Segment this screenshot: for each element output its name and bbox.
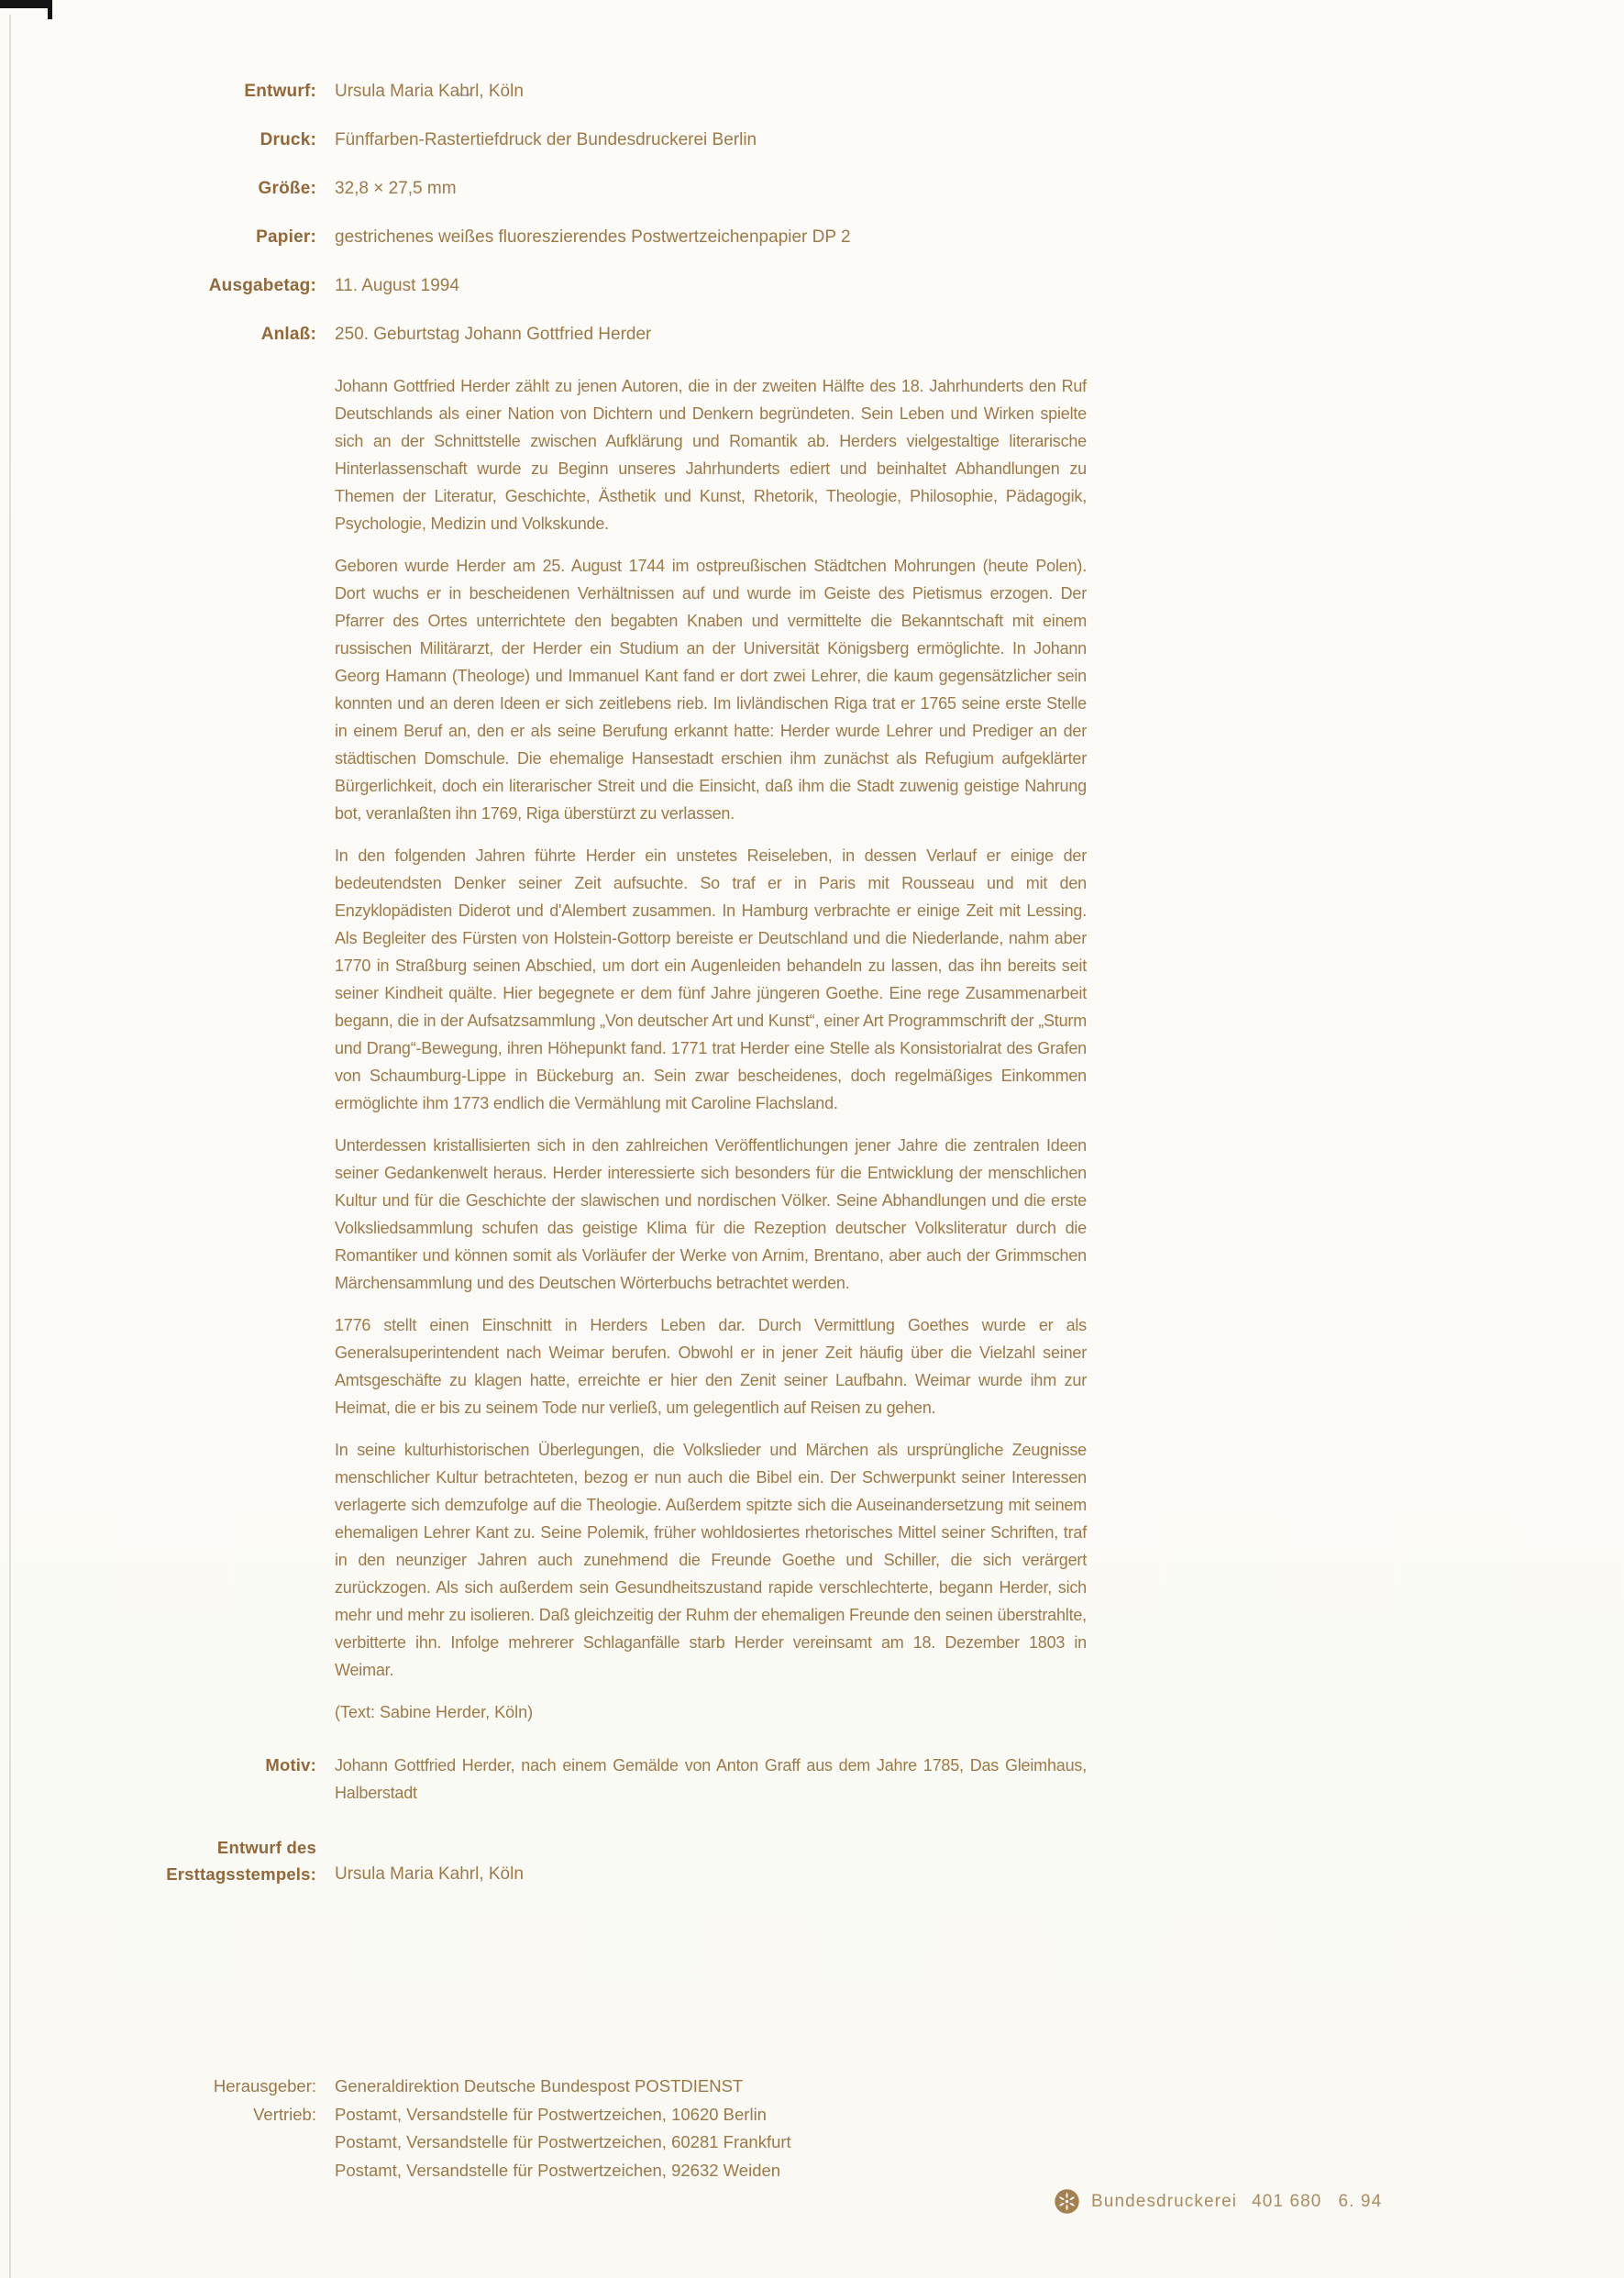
distribution-line: Postamt, Versandstelle für Postwertzeichen, 92632 Weiden [335,2160,781,2180]
publisher-label: Herausgeber: [213,2076,316,2096]
distribution-line: Postamt, Versandstelle für Postwertzeichen, 60281 Frankfurt [335,2132,791,2151]
footer-print-edition: 6. 94 [1338,2191,1383,2211]
field-value-groesse: 32,8 × 27,5 mm [335,179,457,198]
distribution-row [0,2101,1110,2185]
motiv-value: Johann Gottfried Herder, nach einem Gemälde von Anton Graff aus dem Jahre 1785, Das Gleimhaus, Halberstadt [335,1756,1087,1802]
stamp-design-value: Ursula Maria Kahrl, Köln [335,1864,524,1884]
field-row-papier [0,227,1110,248]
stamp-design-label-line1: Entwurf des [216,1838,316,1857]
body-paragraph-5: 1776 stellt einen Einschnitt in Herders Leben dar. Durch Vermittlung Goethes wurde er als Generalsuperintendent nach Weimar berufen. Obwohl er in jener Zeit häufig über die Vielzahl seiner Amtsgeschäfte zu klagen hatte, erreichte er hier den Zenit seiner Laufbahn. Weimar wurde ihm zur Heimat, die er bis zu seinem Tode nur verließ, um gelegentlich auf Reisen zu gehen. [335,1316,1087,1417]
field-label-papier: Papier: [256,227,316,247]
field-value-druck: Fünffarben-Rastertiefdruck der Bundesdruckerei Berlin [335,130,757,149]
body-paragraph-1: Johann Gottfried Herder zählt zu jenen Autoren, die in der zweiten Hälfte des 18. Jahrhunderts den Ruf Deutschlands als einer Nation von Dichtern und Denkern begründeten. Sein Leben und Wirken spielte sich an der Schnittstelle zwischen Aufklärung und Romantik ab. Herders vielgestaltige literarische Hinterlassenschaft wurde zu Beginn unseres Jahrhunderts ediert und beinhaltet Abhandlungen zu Themen der Literatur, Geschichte, Ästhetik und Kunst, Rhetorik, Theologie, Philosophie, Pädagogik, Psychologie, Medizin und Volkskunde. [335,377,1087,533]
body-paragraph-6: In seine kulturhistorischen Überlegungen, die Volkslieder und Märchen als ursprüngliche Zeugnisse menschlicher Kultur betrachteten, bezog er nun auch die Bibel ein. Der Schwerpunkt seiner Interessen verlagerte sich demzufolge auf die Theologie. Außerdem spitzte sich die Auseinandersetzung mit seinem ehemaligen Lehrer Kant zu. Seine Polemik, früher wohldosiertes rhetorisches Mittel seiner Schriften, traf in den neunziger Jahren auch zunehmend die Freunde Goethe und Schiller, die sich verärgert zurückzogen. Als sich außerdem sein Gesundheitszustand rapide verschlechterte, begann Herder, sich mehr und mehr zu isolieren. Daß gleichzeitig der Ruhm der ehemaligen Freunde den seinen überstrahlte, verbitterte ihn. Infolge mehrerer Schlaganfälle starb Herder vereinsamt am 18. Dezember 1803 in Weimar. [335,1441,1087,1679]
distribution-lines [335,2101,791,2185]
publisher-block [0,2073,1110,2184]
field-label-entwurf: Entwurf: [244,82,316,101]
printer-footer [1054,2188,1382,2215]
stamp-design-row [0,1834,1110,1887]
footer-printer-name: Bundesdruckerei [1091,2191,1238,2211]
field-value-anlass: 250. Geburtstag Johann Gottfried Herder [335,325,652,344]
body-paragraph-2: Geboren wurde Herder am 25. August 1744 im ostpreußischen Städtchen Mohrungen (heute Polen). Dort wuchs er in bescheidenen Verhältnissen auf und wurde im Geiste des Pietismus erzogen. Der Pfarrer des Ortes unterrichtete den begabten Knaben und vermittelte die Bekanntschaft mit einem russischen Militärarzt, der Herder ein Studium an der Universität Königsberg ermöglichte. In Johann Georg Hamann (Theologe) und Immanuel Kant fand er dort zwei Lehrer, die kaum gegensätzlicher sein konnten und an deren Ideen er sich zeitlebens rieb. Im livländischen Riga trat er 1765 seine erste Stelle in einem Beruf an, den er als seine Berufung erkannt hatte: Herder wurde Lehrer und Prediger an der städtischen Domschule. Die ehemalige Hansestadt erschien ihm zunächst als Refugium aufgeklärter Bürgerlichkeit, doch ein literarischer Streit und die Einsicht, daß ihm die Stadt zuwenig geistige Nahrung bot, veranlaßten ihn 1769, Riga überstürzt zu verlassen. [335,557,1087,823]
motiv-row [0,1752,1110,1807]
distribution-label: Vertrieb: [253,2104,316,2124]
field-row-groesse [0,178,1110,199]
body-text [335,372,1087,1726]
field-row-entwurf [0,81,1110,102]
publisher-value: Generaldirektion Deutsche Bundespost POSTDIENST [335,2076,744,2096]
motiv-label: Motiv: [265,1755,316,1775]
field-label-druck: Druck: [260,130,316,149]
field-row-ausgabetag [0,275,1110,296]
stamp-design-label [0,1834,316,1887]
body-paragraph-4: Unterdessen kristallisierten sich in den zahlreichen Veröffentlichungen jener Jahre die zentralen Ideen seiner Gedankenwelt heraus. Herder interessierte sich besonders für die Entwicklung der menschlichen Kultur und für die Geschichte der slawischen und nordischen Völker. Seine Abhandlungen und die erste Volksliedsammlung schufen das geistige Klima für die Rezeption deutscher Volksliteratur durch die Romantiker und können somit als Vorläufer der Werke von Arnim, Brentano, aber auch der Grimmschen Märchensammlung und des Deutschen Wörterbuchs betrachtet werden. [335,1136,1087,1292]
stamp-design-label-line2: Ersttagsstempels: [166,1864,316,1884]
field-row-anlass [0,324,1110,345]
footer-print-code: 401 680 [1252,2191,1322,2211]
field-label-anlass: Anlaß: [260,325,316,344]
document-content [0,81,1110,1887]
distribution-line: Postamt, Versandstelle für Postwertzeichen, 10620 Berlin [335,2104,767,2124]
field-label-ausgabetag: Ausgabetag: [208,276,316,295]
field-value-entwurf: Ursula Maria Kahrl, Köln [335,82,524,101]
scan-corner-mark [0,0,52,8]
field-value-papier: gestrichenes weißes fluoreszierendes Postwertzeichenpapier DP 2 [335,227,851,247]
text-credit: (Text: Sabine Herder, Köln) [335,1703,534,1721]
publisher-row [0,2073,1110,2101]
bundesdruckerei-eagle-icon [1054,2188,1080,2215]
field-label-groesse: Größe: [258,179,316,198]
body-paragraph-3: In den folgenden Jahren führte Herder ein unstetes Reiseleben, in dessen Verlauf er einige der bedeutendsten Denker seiner Zeit aufsuchte. So traf er in Paris mit Rousseau und mit den Enzyklopädisten Diderot und d'Alembert zusammen. In Hamburg verbrachte er einige Zeit mit Lessing. Als Begleiter des Fürsten von Holstein-Gottorp bereiste er Deutschland und die Niederlande, nahm aber 1770 in Straßburg seinen Abschied, um dort ein Augenleiden behandeln zu lassen, das ihn bereits seit seiner Kindheit quälte. Hier begegnete er dem fünf Jahre jüngeren Goethe. Eine rege Zusammenarbeit begann, die in der Aufsatzsammlung „Von deutscher Art und Kunst“, einer Art Programmschrift der „Sturm und Drang“-Bewegung, ihren Höhepunkt fand. 1771 trat Herder eine Stelle als Konsistorialrat des Grafen von Schaumburg-Lippe in Bückeburg an. Sein zwar bescheidenes, doch regelmäßiges Einkommen ermöglichte ihm 1773 endlich die Vermählung mit Caroline Flachsland. [335,846,1088,1112]
field-value-ausgabetag: 11. August 1994 [335,276,459,295]
field-row-druck [0,129,1110,150]
